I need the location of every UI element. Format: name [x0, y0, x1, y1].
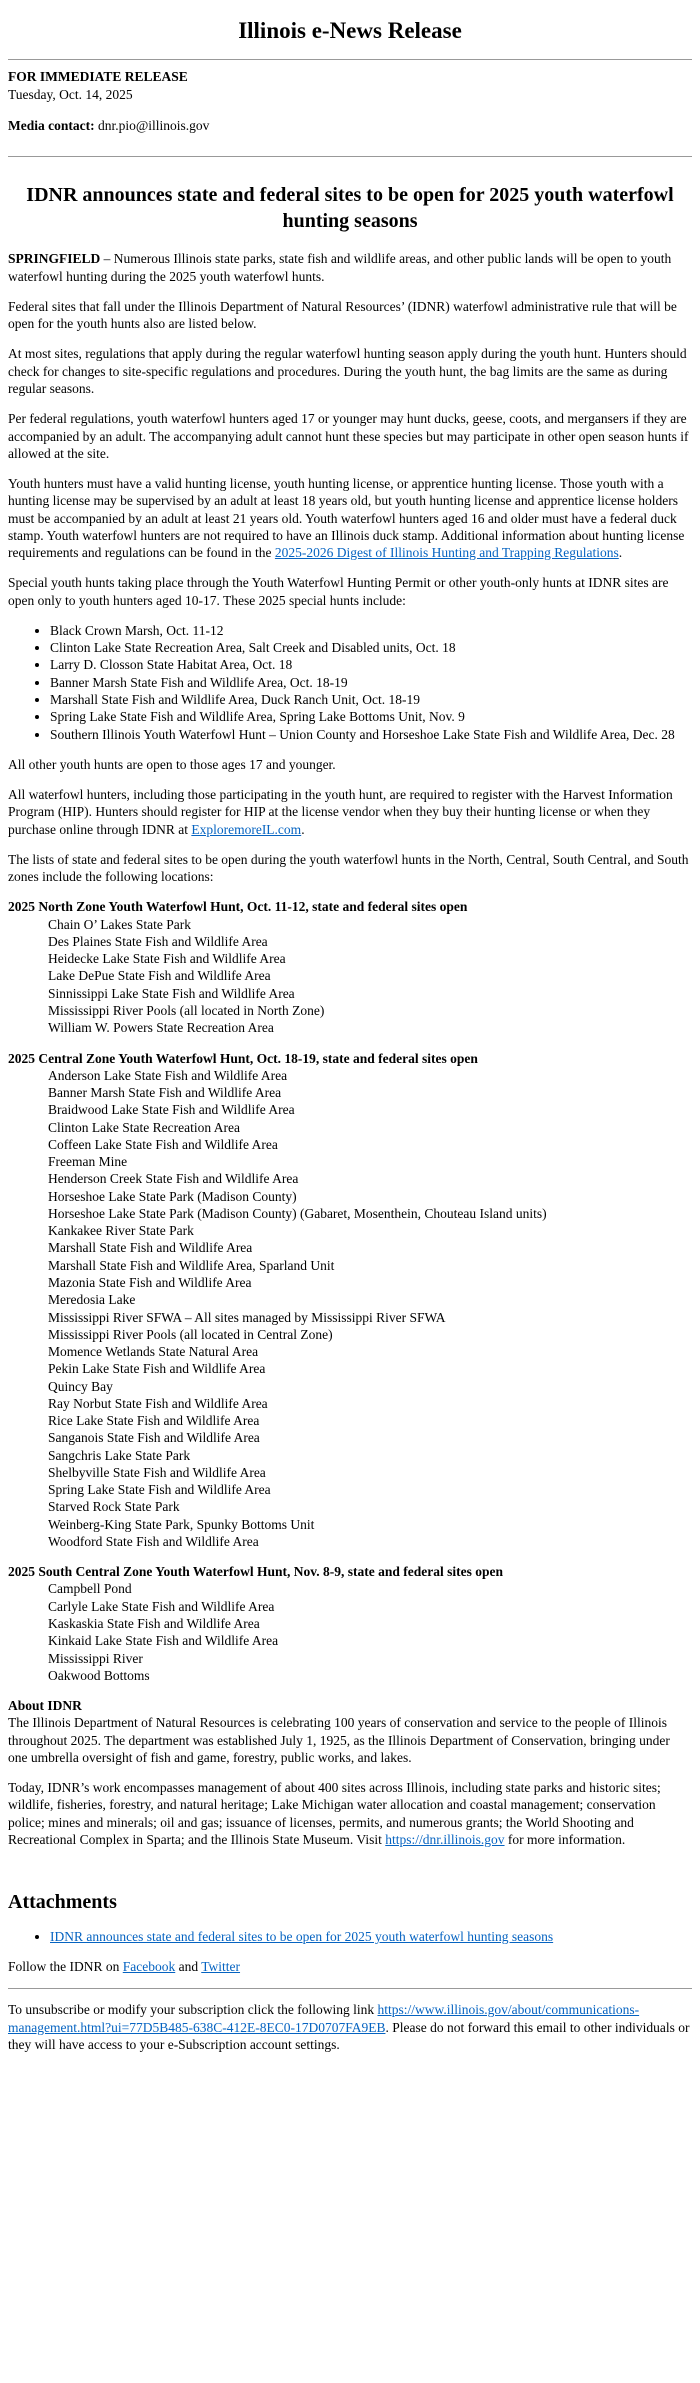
attachment-link[interactable]: IDNR announces state and federal sites to be open for 2025 youth waterfowl hunting seasons [50, 1928, 554, 1944]
site-item: Carlyle Lake State Fish and Wildlife Area [48, 1598, 275, 1614]
site-item: Meredosia Lake [48, 1292, 136, 1308]
other-hunts-paragraph: All other youth hunts are open to those ages 17 and younger. [8, 756, 336, 772]
unsubscribe-text-end: . Please do not forward this email to other individuals or they will have access to your e-Subscription account settings. [8, 2019, 690, 2052]
site-item: Weinberg-King State Park, Spunky Bottoms Unit [48, 1516, 315, 1532]
site-item: Sangchris Lake State Park [48, 1447, 191, 1463]
about-paragraph-2 [8, 1779, 692, 1848]
attachments-list [8, 1928, 692, 1945]
media-contact-line [8, 117, 692, 134]
federal-regulations-paragraph: Per federal regulations, youth waterfowl hunters aged 17 or younger may hunt ducks, geese, coots, and mergansers if they are accompanied by an adult. The accompanying adult cannot hunt these species but may participate in other open season hunts if allowed at the site. [8, 411, 689, 461]
about-paragraph-1: The Illinois Department of Natural Resources is celebrating 100 years of conservation and service to the people of Illinois throughout 2025. The department was established July 1, 1925, as the Illinois Department of Conservation, bringing under one umbrella oversight of fish and game, forestry, public works, and lakes. [8, 1715, 670, 1765]
special-hunt-item: • Clinton Lake State Recreation Area, Salt Creek and Disabled units, Oct. 18 [50, 639, 692, 656]
special-hunt-item: • Southern Illinois Youth Waterfowl Hunt – Union County and Horseshoe Lake State Fish and Wildlife Area, Dec. 28 [50, 726, 692, 743]
special-hunt-item: • Banner Marsh State Fish and Wildlife Area, Oct. 18-19 [50, 674, 692, 691]
release-date: Tuesday, Oct. 14, 2025 [8, 86, 133, 102]
follow-line [8, 1958, 692, 1975]
zone-site-list-central [48, 1067, 692, 1550]
site-item: Kankakee River State Park [48, 1223, 194, 1239]
site-item: Coffeen Lake State Fish and Wildlife Area [48, 1136, 278, 1152]
zone-section-central [8, 1050, 692, 1551]
unsubscribe-link[interactable]: https://www.illinois.gov/about/communications-management.html?ui=77D5B485-638C-412E-8EC0-17D0707FA9EB [8, 2002, 640, 2035]
site-item: Kinkaid Lake State Fish and Wildlife Area [48, 1633, 279, 1649]
hip-text: All waterfowl hunters, including those participating in the youth hunt, are required to register with the Harvest Information Program (HIP). Hunters should register for HIP at the license vendor when they buy their hunting license or when they purchase online through IDNR at [8, 787, 673, 837]
zone-heading-north: 2025 North Zone Youth Waterfowl Hunt, Oct. 11-12, state and federal sites open [8, 899, 468, 915]
site-item: Shelbyville State Fish and Wildlife Area [48, 1464, 266, 1480]
license-requirements-paragraph [8, 475, 692, 561]
site-item: Marshall State Fish and Wildlife Area, Sparland Unit [48, 1257, 335, 1273]
site-regulations-paragraph: At most sites, regulations that apply during the regular waterfowl hunting season apply during the youth hunt. Hunters should check for changes to site-specific regulations and procedures. During the youth hunt, the bag limits are the same as during regular seasons. [8, 346, 687, 397]
site-item: Woodford State Fish and Wildlife Area [48, 1533, 259, 1549]
unsubscribe-text: To unsubscribe or modify your subscription click the following link [8, 2002, 378, 2018]
site-item: Horseshoe Lake State Park (Madison County) [48, 1188, 297, 1204]
about-heading: About IDNR [8, 1698, 82, 1714]
site-item: Braidwood Lake State Fish and Wildlife Area [48, 1102, 295, 1118]
follow-text-middle: and [175, 1959, 202, 1975]
site-item: Henderson Creek State Fish and Wildlife Area [48, 1171, 299, 1187]
about-text-end: for more information. [504, 1831, 626, 1847]
footer-divider [8, 1988, 692, 1989]
federal-sites-paragraph: Federal sites that fall under the Illinois Department of Natural Resources’ (IDNR) waterfowl administrative rule that will be open for the youth hunts also are listed below. [8, 298, 677, 332]
site-item: Mazonia State Fish and Wildlife Area [48, 1274, 252, 1290]
zone-lists-intro-paragraph: The lists of state and federal sites to be open during the youth waterfowl hunts in the North, Central, South Central, and South zones include the following locations: [8, 851, 689, 885]
site-item: Mississippi River SFWA – All sites managed by Mississippi River SFWA [48, 1309, 446, 1325]
media-contact-email: dnr.pio@illinois.gov [97, 117, 210, 133]
meta-divider [8, 156, 692, 157]
special-hunt-item: • Larry D. Closson State Habitat Area, Oct. 18 [50, 656, 692, 673]
special-hunts-list [8, 622, 692, 743]
site-item: Sanganois State Fish and Wildlife Area [48, 1430, 260, 1446]
facebook-link[interactable]: Facebook [122, 1959, 176, 1975]
headline: IDNR announces state and federal sites to be open for 2025 youth waterfowl hunting seasons [26, 184, 674, 232]
dateline: SPRINGFIELD [8, 251, 101, 267]
site-item: Starved Rock State Park [48, 1499, 180, 1515]
page-title: Illinois e-News Release [238, 18, 462, 43]
site-item: Ray Norbut State Fish and Wildlife Area [48, 1395, 268, 1411]
zone-section-north [8, 898, 692, 1036]
hip-paragraph [8, 786, 692, 838]
digest-link[interactable]: 2025-2026 Digest of Illinois Hunting and Trapping Regulations [274, 545, 619, 561]
exploremore-link[interactable]: ExploremoreIL.com [191, 821, 302, 837]
site-item: Rice Lake State Fish and Wildlife Area [48, 1413, 260, 1429]
dnr-website-link[interactable]: https://dnr.illinois.gov [385, 1831, 505, 1847]
site-item: Heidecke Lake State Fish and Wildlife Area [48, 951, 286, 967]
site-item: Des Plaines State Fish and Wildlife Area [48, 933, 268, 949]
special-hunts-paragraph: Special youth hunts taking place through the Youth Waterfowl Hunting Permit or other youth-only hunts at IDNR sites are open only to youth hunters aged 10-17. These 2025 special hunts include: [8, 575, 669, 608]
zone-section-south-central [8, 1563, 692, 1684]
site-item: Momence Wetlands State Natural Area [48, 1344, 259, 1360]
site-item: Spring Lake State Fish and Wildlife Area [48, 1482, 271, 1498]
site-item: Mississippi River Pools (all located in Central Zone) [48, 1326, 333, 1342]
top-divider [8, 59, 692, 60]
release-meta [8, 68, 692, 134]
site-item: Kaskaskia State Fish and Wildlife Area [48, 1616, 260, 1632]
special-hunt-item: • Spring Lake State Fish and Wildlife Area, Spring Lake Bottoms Unit, Nov. 9 [50, 708, 692, 725]
site-item: Mississippi River [48, 1650, 143, 1666]
site-item: Chain O’ Lakes State Park [48, 916, 191, 932]
site-item: Pekin Lake State Fish and Wildlife Area [48, 1361, 266, 1377]
site-item: Freeman Mine [48, 1154, 128, 1170]
twitter-link[interactable]: Twitter [201, 1959, 241, 1975]
site-item: Horseshoe Lake State Park (Madison County) (Gabaret, Mosenthein, Chouteau Island units) [48, 1205, 547, 1221]
intro-text: – Numerous Illinois state parks, state fish and wildlife areas, and other public lands will be open to youth waterfowl hunting during the 2025 youth waterfowl hunts. [8, 251, 672, 284]
site-item: Anderson Lake State Fish and Wildlife Area [48, 1067, 288, 1083]
site-item: Lake DePue State Fish and Wildlife Area [48, 968, 271, 984]
attachment-item [50, 1928, 692, 1945]
special-hunt-item: • Marshall State Fish and Wildlife Area, Duck Ranch Unit, Oct. 18-19 [50, 691, 692, 708]
hip-text-end: . [301, 821, 305, 837]
zone-site-list-south-central [48, 1580, 692, 1684]
zone-heading-south-central: 2025 South Central Zone Youth Waterfowl Hunt, Nov. 8-9, state and federal sites open [8, 1564, 504, 1580]
about-text: Today, IDNR’s work encompasses management of about 400 sites across Illinois, including state parks and historic sites; wildlife, fisheries, forestry, and natural heritage; Lake Michigan water allocation and coastal management; conservation police; mines and minerals; oil and gas; issuance of licenses, permits, and numerous grants; the World Shooting and Recreational Complex in Sparta; and the Illinois State Museum. Visit [8, 1780, 661, 1847]
follow-text: Follow the IDNR on [8, 1959, 123, 1975]
media-contact-label: Media contact: [8, 117, 95, 133]
site-item: Oakwood Bottoms [48, 1667, 150, 1683]
about-section [8, 1697, 692, 1848]
license-text-end: . [618, 545, 623, 561]
site-item: Mississippi River Pools (all located in North Zone) [48, 1002, 325, 1018]
site-item: Quincy Bay [48, 1378, 113, 1394]
zone-heading-central: 2025 Central Zone Youth Waterfowl Hunt, Oct. 18-19, state and federal sites open [8, 1050, 478, 1066]
site-item: Marshall State Fish and Wildlife Area [48, 1240, 253, 1256]
site-item: Clinton Lake State Recreation Area [48, 1119, 240, 1135]
unsubscribe-paragraph [8, 2001, 692, 2053]
site-item: Banner Marsh State Fish and Wildlife Area [48, 1085, 282, 1101]
site-item: William W. Powers State Recreation Area [48, 1020, 274, 1036]
attachments-heading: Attachments [8, 1891, 117, 1914]
intro-paragraph [8, 250, 692, 285]
license-text: Youth hunters must have a valid hunting license, youth hunting license, or apprentice hunting license. Those youth with a hunting license may be supervised by an adult at least 18 years old, but youth hunting license and apprentice license holders must be accompanied by an adult at least 21 years old. Youth waterfowl hunters aged 16 and older must have a federal duck stamp. Youth waterfowl hunters are not required to have an Illinois duck stamp. Additional information about hunting license requirements and regulations can be found in the [8, 476, 685, 561]
site-item: Sinnissippi Lake State Fish and Wildlife Area [48, 985, 295, 1001]
zone-site-list-north [48, 916, 692, 1037]
special-hunt-item: • Black Crown Marsh, Oct. 11-12 [50, 622, 692, 639]
site-item: Campbell Pond [48, 1581, 132, 1597]
immediate-release-label: FOR IMMEDIATE RELEASE [8, 69, 188, 85]
